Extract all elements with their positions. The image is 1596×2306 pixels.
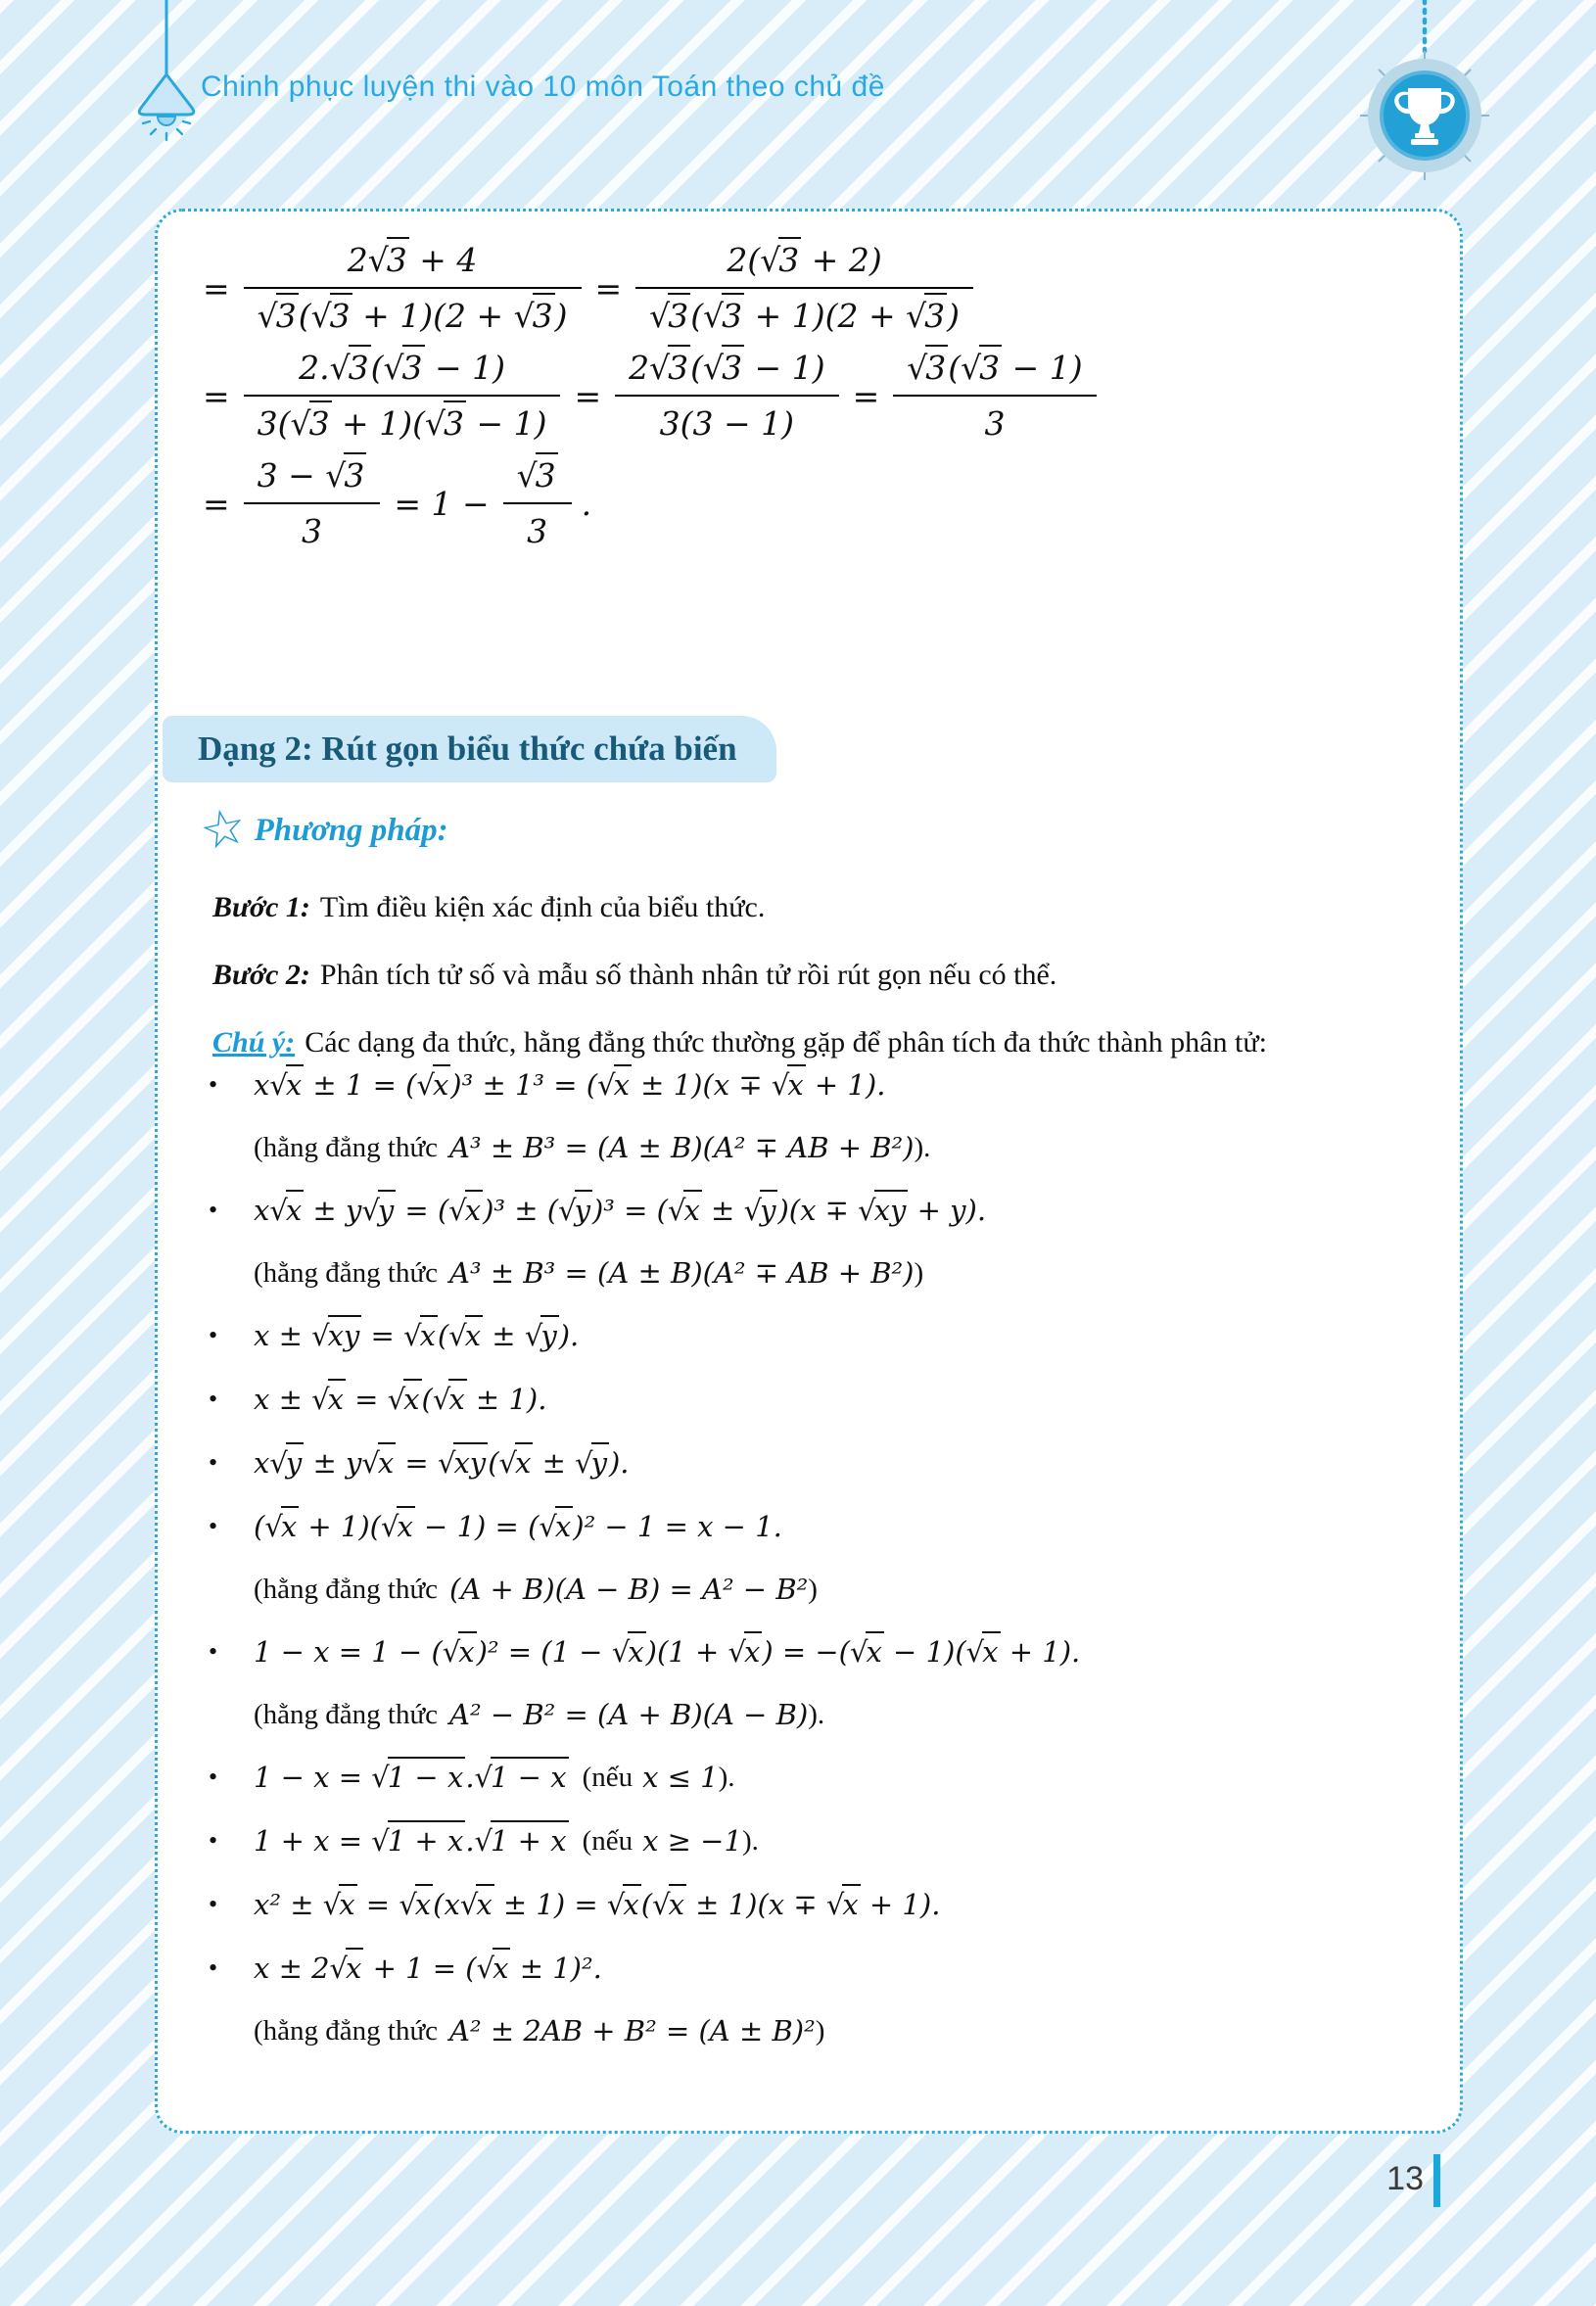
- note-text: Các dạng đa thức, hằng đẳng thức thường gặp để phân tích đa thức thành phân tử:: [305, 1026, 1267, 1059]
- star-icon: ☆: [195, 797, 252, 863]
- identity-note: (hằng đẳng thức A² ± 2AB + B² = (A ± B)² ): [254, 2014, 825, 2047]
- note-label: Chú ý:: [212, 1026, 296, 1059]
- step-2-label: Bước 2:: [212, 959, 310, 991]
- fraction: $\frac{2√3(√3 - 1)}{3(3 - 1)}$: [615, 347, 838, 445]
- identity-note: (hằng đẳng thức A³ ± B³ = (A ± B)(A² ∓ AB + B²) ).: [254, 1131, 931, 1164]
- identity-list: [209, 1061, 1423, 2070]
- step-1-label: Bước 1:: [212, 891, 310, 923]
- fraction: $\frac{√3(√3 - 1)}{3}$: [893, 347, 1096, 445]
- section-heading-label: Dạng 2: Rút gọn biểu thức chứa biến: [198, 729, 737, 768]
- bullet-icon: •: [209, 1321, 218, 1349]
- step-2: [212, 953, 1267, 998]
- list-item: • x√x ± 1 = (√x)³ ± 1³ = (√x ± 1)(x ∓ √x + 1).: [209, 1061, 1423, 1108]
- bullet-icon: •: [209, 1890, 218, 1918]
- bullet-icon: •: [209, 1826, 218, 1855]
- bullet-icon: •: [209, 1512, 218, 1540]
- identity-note: (hằng đẳng thức (A + B)(A − B) = A² − B² ): [254, 1573, 818, 1606]
- identity-note: (hằng đẳng thức A² − B² = (A + B)(A − B) ).: [254, 1698, 825, 1731]
- fraction: $\frac{2.√3(√3 - 1)}{3(√3 + 1)(√3 - 1)}$: [244, 347, 561, 445]
- step-1-text: Tìm điều kiện xác định của biểu thức.: [319, 891, 766, 923]
- note-line: [212, 1020, 1267, 1065]
- page-title: Chinh phục luyện thi vào 10 môn Toán theo chủ đề: [201, 71, 885, 103]
- trophy-badge-icon: [1346, 0, 1508, 196]
- list-item: • x√x ± y√y = (√x)³ ± (√y)³ = (√x ± √y)(x ∓ √xy + y).: [209, 1187, 1423, 1234]
- list-item: • (√x + 1)(√x − 1) = (√x)² − 1 = x − 1.: [209, 1503, 1423, 1550]
- method-heading: [195, 797, 448, 863]
- page-number: 13: [1386, 2160, 1424, 2197]
- list-item: • 1 + x = √1 + x.√1 + x (nếu x ≥ −1 ).: [209, 1817, 1423, 1864]
- bullet-icon: •: [209, 1637, 218, 1666]
- section-heading: [163, 716, 776, 782]
- bullet-icon: •: [209, 1070, 218, 1099]
- list-item: • x ± √x = √x(√x ± 1).: [209, 1376, 1423, 1423]
- solution-line-1: = $\frac{2√3 + 4}{√3(√3 + 1)(2 + √3)}$ = $\frac{2(√3 + 2)}{√3(√3 + 1)(2 + √3)}$: [199, 239, 1106, 337]
- list-item: • x² ± √x = √x(x√x ± 1) = √x(√x ± 1)(x ∓ √x + 1).: [209, 1881, 1423, 1928]
- fraction: $\frac{3 - √3}{3}$: [244, 454, 381, 552]
- steps-block: [212, 885, 1267, 1088]
- bullet-icon: •: [209, 1953, 218, 1982]
- step-2-text: Phân tích tử số và mẫu số thành nhân tử rồi rút gọn nếu có thể.: [319, 959, 1057, 991]
- list-item: • x ± 2√x + 1 = (√x ± 1)².: [209, 1945, 1423, 1992]
- solution-line-2: = $\frac{2.√3(√3 - 1)}{3(√3 + 1)(√3 - 1)}$ = $\frac{2√3(√3 - 1)}{3(3 - 1)}$ = $\frac{√3(√3 - 1)}{3}$: [199, 347, 1106, 445]
- list-item: • x√y ± y√x = √xy(√x ± √y).: [209, 1439, 1423, 1486]
- solution-line-3: = $\frac{3 - √3}{3}$ = 1 − $\frac{√3}{3}$ .: [199, 454, 1106, 552]
- fraction: $\frac{2√3 + 4}{√3(√3 + 1)(2 + √3)}$: [244, 239, 582, 337]
- method-label: Phương pháp:: [254, 812, 448, 848]
- list-item: • 1 − x = 1 − (√x)² = (1 − √x)(1 + √x) = −(√x − 1)(√x + 1).: [209, 1628, 1423, 1675]
- page-number-bar: [1433, 2154, 1440, 2207]
- content-card: [155, 209, 1463, 2134]
- step-1: [212, 885, 1267, 930]
- list-item: • x ± √xy = √x(√x ± √y).: [209, 1312, 1423, 1359]
- bullet-icon: •: [209, 1448, 218, 1477]
- identity-note: (hằng đẳng thức A³ ± B³ = (A ± B)(A² ∓ AB + B²) ): [254, 1256, 924, 1290]
- bullet-icon: •: [209, 1196, 218, 1224]
- solution-block: [199, 239, 1106, 562]
- list-item: • 1 − x = √1 − x.√1 − x (nếu x ≤ 1 ).: [209, 1754, 1423, 1801]
- bullet-icon: •: [209, 1385, 218, 1413]
- fraction: $\frac{√3}{3}$: [503, 454, 572, 552]
- fraction: $\frac{2(√3 + 2)}{√3(√3 + 1)(2 + √3)}$: [635, 239, 973, 337]
- bullet-icon: •: [209, 1763, 218, 1791]
